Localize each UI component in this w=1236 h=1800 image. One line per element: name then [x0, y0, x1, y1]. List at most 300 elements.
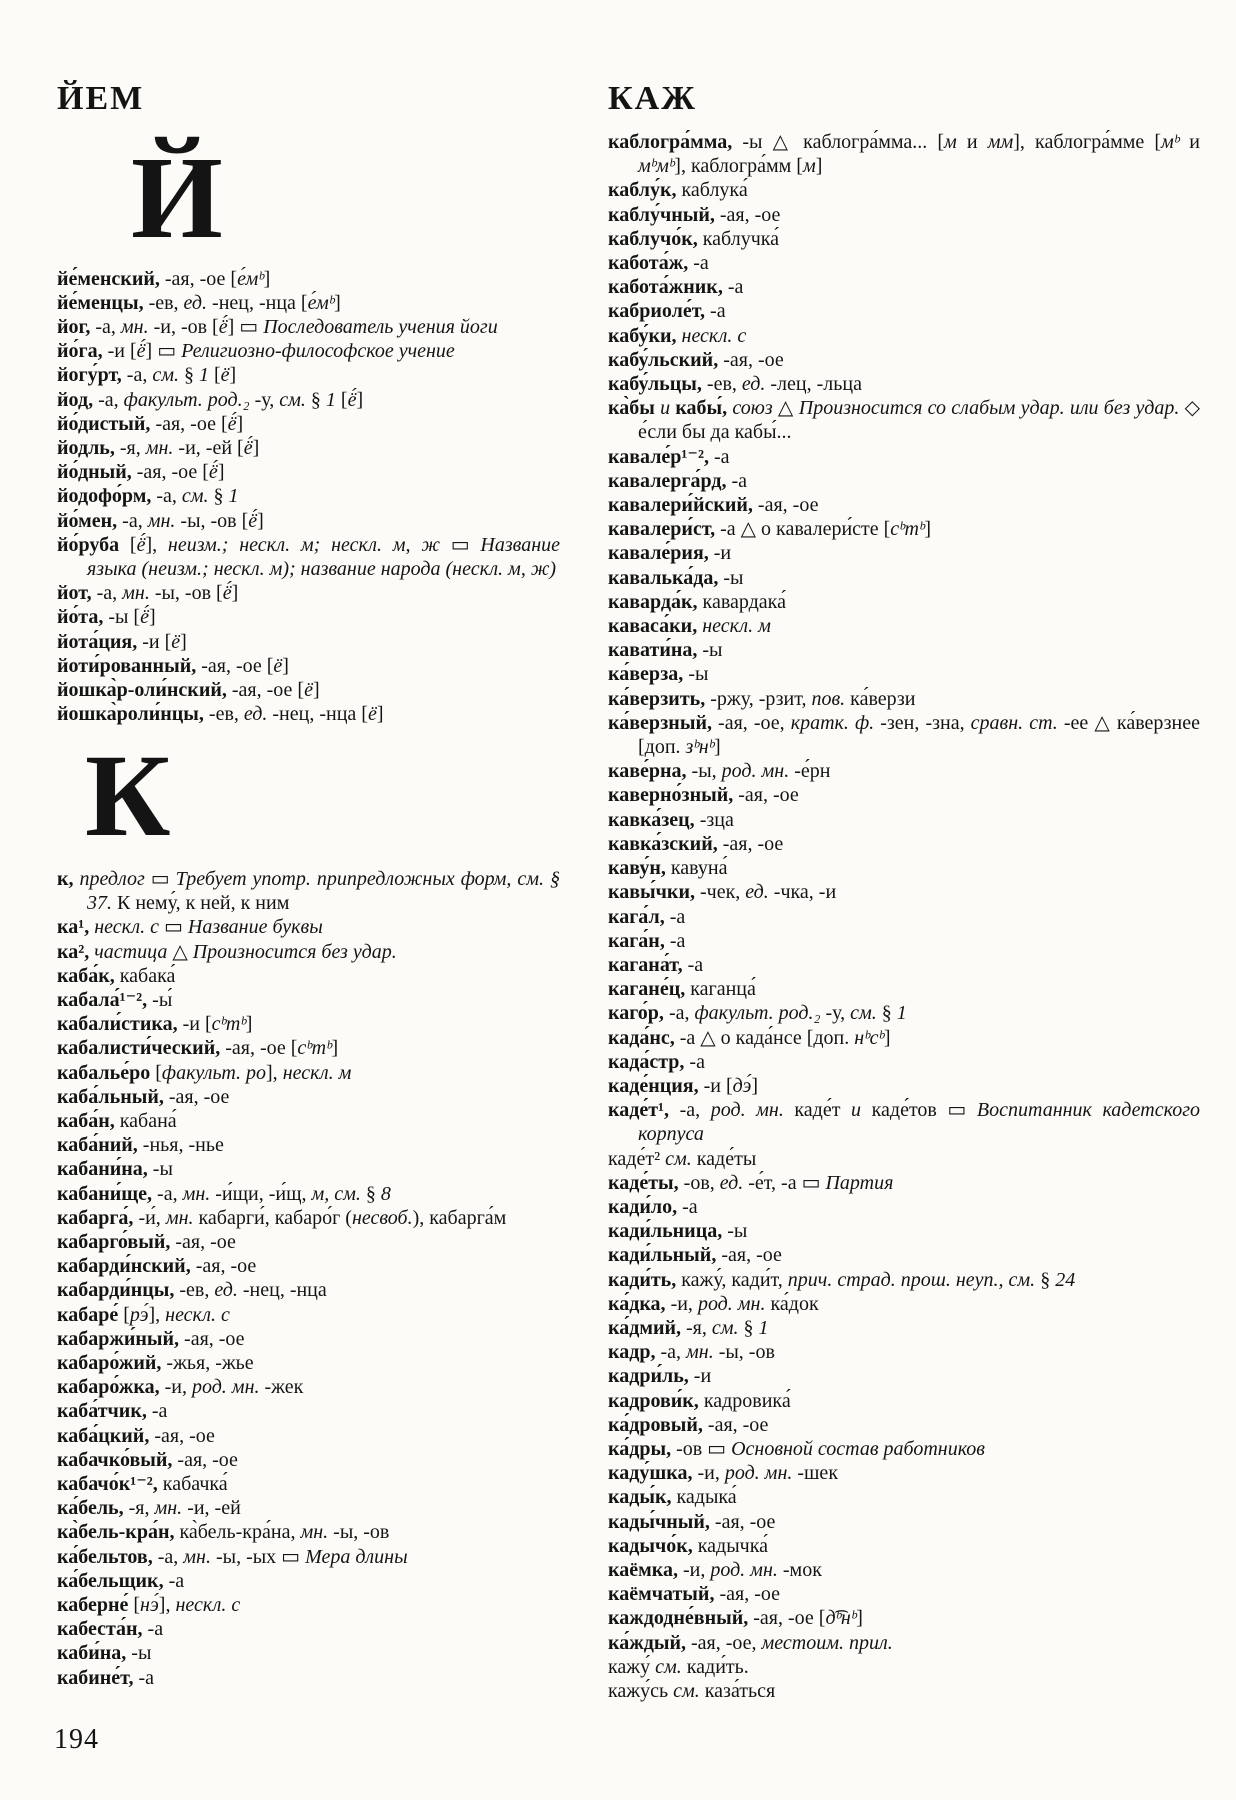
entry-text: ], — [148, 1303, 166, 1326]
headword: каба́н, — [57, 1109, 115, 1132]
headword: каварда́к, — [608, 590, 698, 613]
dictionary-entry — [57, 605, 560, 629]
dictionary-entry — [57, 460, 560, 484]
headword: йо́та, — [57, 606, 104, 629]
dictionary-entry — [57, 1569, 560, 1593]
entry-text: -а — [163, 1569, 185, 1592]
entry-text: -нец, -нца [ — [207, 291, 308, 314]
dictionary-entry — [608, 1534, 1200, 1558]
entry-text: [ — [118, 1303, 130, 1326]
headword: каба́ний, — [57, 1134, 138, 1157]
entry-text: мн. — [145, 436, 174, 459]
entry-text: ), кабарга́м — [412, 1206, 507, 1229]
entry-text: -ая, -ое — [149, 1424, 215, 1447]
headword: кади́льный, — [608, 1244, 717, 1267]
headword: каба́льный, — [57, 1085, 164, 1108]
headword: каде́ты, — [608, 1171, 679, 1194]
entry-text: 1 — [325, 388, 336, 411]
headword: кабачко́вый, — [57, 1448, 173, 1471]
headword: йошка̀роли́нцы, — [57, 703, 204, 726]
entry-text: ▭ — [144, 867, 176, 890]
entry-text: ] — [217, 461, 225, 484]
entry-text: ] — [883, 1026, 891, 1049]
dictionary-entry — [608, 1364, 1200, 1388]
entry-text: -ая, -ое — [163, 1085, 230, 1108]
headword: каву́н, — [608, 857, 666, 880]
entry-text: -ая, -ое — [714, 203, 781, 226]
dictionary-entry — [57, 436, 560, 460]
headword: кабарди́нский, — [57, 1255, 191, 1278]
headword: кавалька́да, — [608, 566, 719, 589]
entry-text: -ая, -ое — [179, 1327, 245, 1350]
entry-text: -ая, -ое [ — [196, 654, 274, 677]
entry-text: род. мн. — [724, 1462, 793, 1485]
entry-text: нескл. с — [165, 1303, 230, 1326]
headword: каба́тчик, — [57, 1400, 147, 1423]
entry-text: -ы [ — [103, 606, 141, 629]
dictionary-entry — [608, 1510, 1200, 1534]
dictionary-entry — [608, 880, 1200, 904]
entry-text: ед. — [719, 1171, 744, 1194]
headword: каба́к, — [57, 964, 115, 987]
entry-text: -ы, — [686, 760, 722, 783]
entry-text: кабана́ — [114, 1109, 177, 1132]
entry-text: -и, — [665, 1292, 698, 1315]
dictionary-entry — [57, 1061, 560, 1085]
entry-text: -а — [688, 252, 709, 275]
headword: кабарди́нцы, — [57, 1279, 175, 1302]
entry-text: см. — [181, 485, 209, 508]
entry-text: -и, — [159, 1376, 192, 1399]
entry-text: -ая, -ое — [170, 1231, 236, 1253]
headword: кади́льница, — [608, 1220, 723, 1243]
entry-text: § — [360, 1182, 381, 1205]
dictionary-entry — [608, 178, 1200, 202]
dictionary-entry — [57, 1496, 560, 1520]
dictionary-entry — [608, 1340, 1200, 1364]
dictionary-entry — [57, 1278, 560, 1302]
entry-text: ], — [145, 533, 168, 556]
entry-text: предлог — [79, 867, 145, 890]
dictionary-entry — [57, 412, 560, 436]
entry-text: -зен, -зна, — [874, 711, 971, 734]
entry-text: ] ▭ — [145, 340, 182, 363]
entry-text: ] — [856, 1607, 863, 1630]
headword: каба́цкий, — [57, 1424, 150, 1447]
entry-text: -и — [688, 1365, 712, 1388]
entry-text: ё — [367, 703, 377, 726]
entry-text: -ая, -ое — [702, 1413, 769, 1436]
entry-text: -ы △ каблогра́мма... [ — [732, 131, 945, 153]
dictionary-entry — [608, 1631, 1200, 1655]
headword: кабани́ще, — [57, 1182, 153, 1205]
headword: каёмчатый, — [608, 1583, 715, 1606]
dictionary-entry — [57, 1472, 560, 1496]
headword: кабу́льцы, — [608, 373, 702, 396]
entry-text: § — [208, 485, 229, 508]
entry-text: -а, — [93, 388, 124, 411]
entry-text: кадычка́ — [692, 1534, 769, 1557]
entry-text: △ — [772, 397, 799, 420]
headword: к, — [57, 867, 74, 890]
entry-text: -и, — [692, 1462, 725, 1485]
headword: кабачо́к¹⁻², — [57, 1473, 158, 1496]
entry-text: е́мᵇ — [237, 267, 264, 290]
entry-text: -и [ — [177, 1013, 212, 1036]
entry-text: ] — [924, 518, 932, 541]
entry-text: род. мн. — [721, 760, 790, 783]
entry-text: -шек — [792, 1462, 839, 1485]
entry-text: ё — [220, 364, 230, 387]
headword: кади́ть, — [608, 1268, 677, 1291]
entry-text: Религиозно-философское учение — [181, 340, 455, 363]
dictionary-entry — [57, 1666, 560, 1690]
dictionary-entry — [57, 1351, 560, 1375]
dictionary-entry — [608, 130, 1200, 178]
headword: кадрови́к, — [608, 1389, 699, 1412]
headword: каваса́ки, — [608, 615, 698, 638]
entry-text: -ы — [722, 1220, 748, 1243]
entry-text: мн. — [147, 509, 176, 532]
entry-text: ] — [148, 606, 156, 629]
headword: каде́т¹, — [608, 1099, 670, 1122]
dictionary-entry — [608, 541, 1200, 565]
entry-text: ] — [231, 582, 239, 605]
headword: йота́ция, — [57, 630, 138, 653]
dictionary-entry — [608, 517, 1200, 541]
headword: каберне́ — [57, 1594, 129, 1617]
dictionary-entry — [608, 1219, 1200, 1243]
entry-text: мм — [987, 131, 1014, 153]
entry-text: ], каблогра́мме [ — [1013, 131, 1162, 153]
entry-text: Воспитанник кадетского корпуса — [638, 1099, 1200, 1146]
dictionary-entry — [57, 1641, 560, 1665]
dictionary-entry — [57, 363, 560, 387]
entry-text: -ев, — [174, 1279, 215, 1302]
entry-text: Название буквы — [187, 916, 323, 939]
entry-text: ё — [273, 654, 283, 677]
entry-text: нескл. с — [94, 916, 159, 939]
entry-text: и — [660, 397, 671, 420]
entry-text: мᵇмᵇ — [638, 155, 675, 178]
entry-text: -ы — [126, 1642, 152, 1665]
entry-text: ё́ — [218, 315, 228, 338]
headword: йогу́рт, — [57, 364, 122, 387]
entry-text: м, см. — [311, 1182, 361, 1205]
entry-text: § — [178, 364, 199, 387]
headword: кабарга́, — [57, 1206, 134, 1229]
headword: кагана́т, — [608, 953, 683, 976]
headword: ка́верзный, — [608, 711, 712, 734]
entry-text: ] ▭ — [227, 315, 264, 338]
headword: каде́нция, — [608, 1074, 699, 1097]
headword: ка́дка, — [608, 1292, 666, 1315]
dictionary-entry — [608, 396, 1200, 444]
entry-text: -и [ — [698, 1074, 733, 1097]
right-column — [608, 82, 1200, 1703]
entry-text: -а — [684, 1050, 705, 1073]
entry-text: -ы, -ых ▭ — [210, 1545, 306, 1568]
dictionary-entry — [608, 638, 1200, 662]
entry-text: ед. — [745, 881, 769, 904]
entry-text: -а, — [121, 364, 153, 387]
entry-text: -а, — [669, 1099, 711, 1122]
entry-text: -я, — [114, 436, 146, 459]
dictionary-entry — [608, 275, 1200, 299]
entry-text: -ы — [718, 566, 744, 589]
entry-text: д͡ᵇнᵇ — [825, 1607, 857, 1630]
dictionary-entry — [608, 445, 1200, 469]
section-letter-yi: Й — [131, 132, 223, 263]
entry-text: кавуна́ — [665, 857, 728, 880]
headword: йо́га, — [57, 340, 103, 363]
running-head-left: ЙЕМ — [57, 80, 145, 117]
entry-text: -а △ о када́нсе [доп. — [674, 1026, 855, 1049]
entry-text: ] — [257, 509, 264, 532]
entry-text: каде́тов ▭ — [861, 1099, 977, 1122]
entry-text: ка́док — [765, 1292, 819, 1315]
entry-text: 1 — [896, 1002, 907, 1025]
dictionary-entry — [608, 783, 1200, 807]
entry-text: 1 — [198, 364, 209, 387]
entry-text: [ — [119, 533, 137, 556]
headword: ка̀бель-кра́н, — [57, 1521, 175, 1544]
dictionary-entry — [608, 808, 1200, 832]
headword: кади́ло, — [608, 1195, 678, 1218]
entry-text: ка̀бель-кра́на, — [174, 1521, 301, 1544]
entry-text: каде́ты — [691, 1147, 757, 1170]
headword: ка́дмий, — [608, 1316, 682, 1339]
entry-text: и — [956, 131, 988, 153]
headword: йо́дный, — [57, 461, 132, 484]
entry-text: ], — [266, 1061, 283, 1084]
headword: йодль, — [57, 436, 115, 459]
headword: кадычо́к, — [608, 1534, 693, 1557]
headword: ка², — [57, 940, 90, 963]
headword: кабалье́ро — [57, 1061, 151, 1084]
entry-text: -ее △ ка́верзнее [доп. — [638, 711, 1200, 759]
entry-text: ] — [376, 703, 384, 726]
headword: йог, — [57, 315, 91, 338]
dictionary-entry — [57, 267, 560, 291]
entry-text: сᵇтᵇ — [890, 518, 925, 541]
entry-text: -ая, -ое — [709, 1510, 776, 1533]
entry-text: -а — [682, 953, 704, 976]
dictionary-entry — [57, 940, 560, 964]
entry-text: -а — [708, 445, 730, 468]
dictionary-entry — [608, 1389, 1200, 1413]
entry-text: -ы́ — [147, 988, 173, 1011]
dictionary-entry — [608, 1413, 1200, 1437]
headword: кабаро́жий, — [57, 1352, 162, 1375]
entry-text: ед. — [243, 703, 268, 726]
dictionary-entry — [57, 1254, 560, 1278]
entry-text: -жек — [259, 1376, 304, 1399]
entry-text: -я, — [681, 1316, 712, 1339]
entry-text: ё́ — [140, 606, 149, 629]
dictionary-entry — [57, 581, 560, 605]
dictionary-entry — [57, 1424, 560, 1448]
headword: ка́дры, — [608, 1437, 672, 1460]
entry-text: -ая, -ое [ — [226, 679, 305, 701]
entry-text: ] — [356, 388, 364, 411]
entry-text: § — [1035, 1268, 1056, 1291]
entry-text: -а — [664, 929, 686, 952]
entry-text: факульт. ро — [161, 1061, 267, 1084]
headword: кабеста́н, — [57, 1618, 143, 1641]
dictionary-entry — [57, 630, 560, 654]
entry-text: кадровика́ — [698, 1389, 791, 1412]
entry-text: Название языка (неизм.; нескл. м); название народа (нескл. м, ж) — [87, 533, 560, 580]
dictionary-entry — [608, 711, 1200, 759]
dictionary-entry — [57, 1545, 560, 1569]
headword: ка́бельтов, — [57, 1545, 153, 1568]
dictionary-entry — [57, 1133, 560, 1157]
dictionary-entry — [608, 469, 1200, 493]
dictionary-entry — [608, 1050, 1200, 1074]
dictionary-entry — [57, 1327, 560, 1351]
dictionary-entry — [608, 856, 1200, 880]
entry-text: -и — [708, 542, 732, 565]
headword: кабарго́вый, — [57, 1231, 171, 1253]
dictionary-entry — [57, 533, 560, 581]
entry-text: кабака́ — [114, 964, 176, 987]
headword: кабаре́ — [57, 1303, 119, 1326]
entry-text: -ев, — [701, 373, 742, 396]
headword: кавка́зец, — [608, 808, 695, 831]
entry-text: нескл. м — [702, 615, 771, 638]
dictionary-entry — [57, 1617, 560, 1641]
entry-text: ё — [171, 630, 181, 653]
entry-text: ё́ — [347, 388, 357, 411]
entry-text: -ы, -ов — [328, 1521, 390, 1544]
headword: кавы́чки, — [608, 881, 695, 904]
dictionary-entry — [57, 867, 560, 915]
dictionary-entry — [57, 702, 560, 726]
dictionary-entry — [608, 1606, 1200, 1630]
entry-text: -ая, -ое — [714, 1583, 780, 1606]
entry-text: -ы — [683, 663, 709, 686]
headword: када́нс, — [608, 1026, 675, 1049]
dictionary-entry — [608, 566, 1200, 590]
entry-text: -а, — [91, 582, 123, 605]
entry-text: -ая, -ое, — [685, 1631, 762, 1654]
entry-text: мн. — [182, 1182, 211, 1205]
entry-text: 8 — [380, 1182, 391, 1205]
headword: кабота́жник, — [608, 276, 723, 299]
dictionary-entry — [57, 1085, 560, 1109]
entry-text: каблука́ — [676, 179, 748, 202]
entry-text: сравн. ст. — [970, 711, 1058, 734]
entry-text: -а — [142, 1618, 164, 1641]
dictionary-entry — [57, 988, 560, 1012]
entry-text: мн. — [120, 315, 149, 338]
headword: каёмка, — [608, 1558, 678, 1581]
entry-text: ] — [229, 364, 237, 387]
entry-text: -у, — [249, 388, 280, 411]
entry-text: каганца́ — [685, 978, 756, 1001]
entry-text: -а, — [151, 485, 182, 508]
dictionary-entry — [608, 1026, 1200, 1050]
dictionary-entry — [608, 1292, 1200, 1316]
entry-text: кади́ть. — [681, 1655, 749, 1678]
entry-text: -лец, -льца — [765, 373, 862, 396]
entry-text: -а — [664, 905, 686, 928]
entry-text: -а — [133, 1666, 155, 1689]
headword: каду́шка, — [608, 1462, 693, 1485]
entry-text: -а △ о кавалери́сте [ — [715, 518, 891, 541]
headword: кабани́на, — [57, 1158, 148, 1181]
entry-text: каде́т² — [608, 1147, 666, 1170]
dictionary-entry — [57, 1109, 560, 1133]
entry-text: ё́ — [227, 412, 237, 435]
dictionary-entry — [608, 493, 1200, 517]
entry-text: -и́щи, -и́щ, — [210, 1182, 312, 1205]
dictionary-entry — [57, 484, 560, 508]
headword: кага́л, — [608, 905, 665, 928]
entry-text: -а, — [663, 1002, 695, 1025]
entry-text: -ая, -ое — [172, 1448, 238, 1471]
entry-text: м — [802, 155, 816, 178]
dictionary-entry — [57, 315, 560, 339]
entry-text: ё́ — [243, 436, 253, 459]
headword: кабаржи́ный, — [57, 1327, 180, 1350]
dictionary-entry — [57, 1593, 560, 1617]
entry-text: мн. — [165, 1206, 194, 1229]
entry-text: ], каблогра́мм [ — [674, 155, 803, 178]
entry-text: см. — [673, 1680, 700, 1702]
entry-text: прич. страд. прош. неуп., см. — [787, 1268, 1036, 1291]
entry-text: см. — [279, 388, 306, 411]
dictionary-entry — [608, 324, 1200, 348]
dictionary-entry — [608, 977, 1200, 1001]
dictionary-entry — [57, 1036, 560, 1060]
entry-text: 1 — [758, 1316, 769, 1339]
entry-text: -нец, -нца [ — [267, 703, 368, 726]
dictionary-entry — [608, 251, 1200, 275]
entry-text: § — [305, 388, 326, 411]
entry-text: см. — [711, 1316, 739, 1339]
dictionary-entry — [57, 678, 560, 702]
entry-text: ка́верзи — [845, 687, 916, 710]
entries-yi — [57, 267, 560, 727]
headword: каго́р, — [608, 1002, 664, 1025]
entry-text: К нему́, к ней, к ним — [112, 892, 290, 915]
entry-text: -е́т, -а ▭ — [743, 1171, 826, 1194]
dictionary-entry — [608, 759, 1200, 783]
entry-text: -а — [705, 300, 726, 323]
entry-text: -и, -ей [ — [173, 436, 244, 459]
entry-text: мн. — [122, 582, 150, 605]
entry-text: -я, — [123, 1497, 155, 1520]
entry-text: ] — [312, 679, 320, 701]
section-letter-k: К — [85, 730, 171, 862]
entry-text: частица — [94, 940, 168, 963]
entry-text: род. мн. — [710, 1099, 784, 1122]
headword: йодофо́рм, — [57, 485, 152, 508]
headword: ка́верза, — [608, 663, 684, 686]
entry-text: несвоб. — [351, 1206, 413, 1229]
dictionary-entry — [57, 654, 560, 678]
headword: ка́дровый, — [608, 1413, 703, 1436]
entry-text: каблучка́ — [697, 227, 780, 250]
headword: йот, — [57, 582, 92, 605]
headword: йе́менский, — [57, 267, 160, 290]
entry-text: см. — [665, 1147, 692, 1170]
entry-text: -ов, — [678, 1171, 720, 1194]
headword: каблу́чный, — [608, 203, 715, 226]
entry-text: Произносится без удар. — [192, 940, 397, 963]
